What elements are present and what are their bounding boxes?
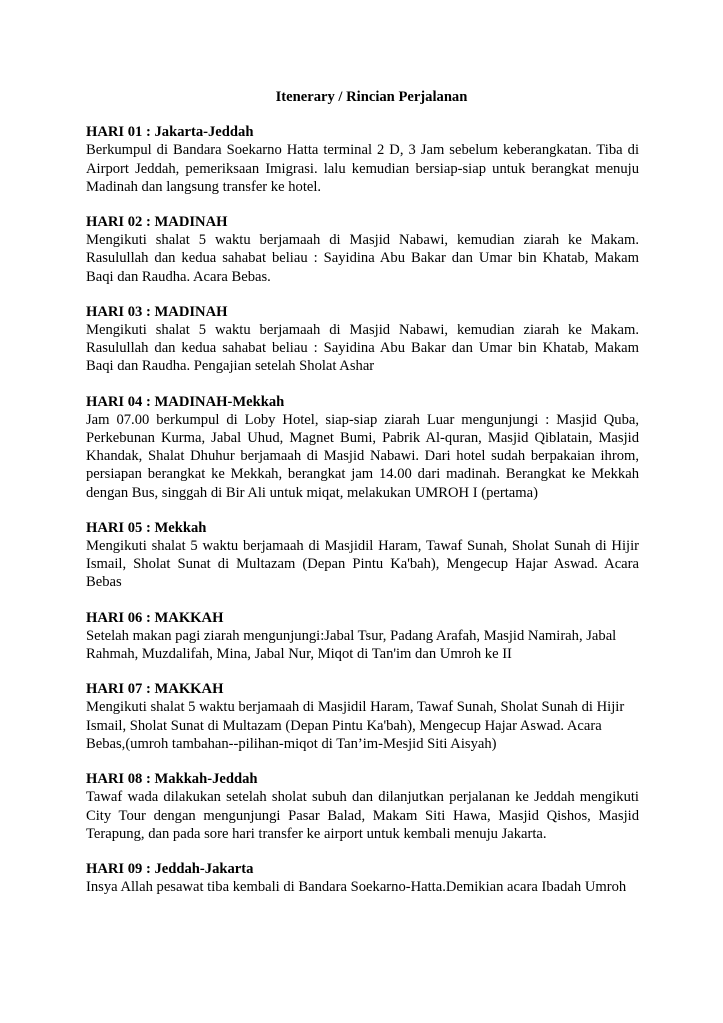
day-description: Insya Allah pesawat tiba kembali di Bandara Soekarno-Hatta.Demikian acara Ibadah Umroh [86, 879, 627, 896]
document-title: Itenerary / Rincian Perjalanan [275, 89, 468, 105]
day-description: Mengikuti shalat 5 waktu berjamaah di Masjidil Haram, Tawaf Sunah, Sholat Sunah di Hijir Ismail, Sholat Sunat di Multazam (Depan Pintu Ka'bah), Mengecup Hajar Aswad. Acara Bebas [86, 538, 639, 591]
day-section-02 [86, 213, 639, 286]
day-description: Jam 07.00 berkumpul di Loby Hotel, siap-siap ziarah Luar mengunjungi : Masjid Quba, Perkebunan Kurma, Jabal Uhud, Magnet Bumi, Pabrik Al-quran, Masjid Qiblatain, Masjid Khandak, Shalat Dhuhur berjamaah di Masjid Nabawi. Dari hotel sudah berpakaian ihrom, persiapan berangkat ke Mekkah, berangkat jam 14.00 dari madinah. Berangkat ke Mekkah dengan Bus, singgah di Bir Ali untuk miqat, melakukan UMROH I (pertama) [86, 411, 639, 501]
day-heading: HARI 03 : MADINAH [86, 303, 228, 320]
day-description: Mengikuti shalat 5 waktu berjamaah di Masjid Nabawi, kemudian ziarah ke Makam. Rasulullah dan kedua sahabat beliau : Sayidina Abu Bakar dan Umar bin Khatab, Makam Baqi dan Raudha. Acara Bebas. [86, 232, 639, 285]
document-page [86, 88, 639, 913]
day-section-07 [86, 680, 639, 753]
day-heading: HARI 06 : MAKKAH [86, 609, 224, 626]
day-section-03 [86, 303, 639, 376]
day-heading: HARI 08 : Makkah-Jeddah [86, 771, 258, 788]
day-section-09 [86, 860, 639, 896]
day-description: Setelah makan pagi ziarah mengunjungi:Jabal Tsur, Padang Arafah, Masjid Namirah, Jabal Rahmah, Muzdalifah, Mina, Jabal Nur, Miqot di Tan'im dan Umroh ke II [86, 627, 617, 663]
day-heading: HARI 09 : Jeddah-Jakarta [86, 860, 254, 877]
day-section-05 [86, 519, 639, 592]
day-section-06 [86, 609, 639, 664]
day-description: Mengikuti shalat 5 waktu berjamaah di Masjid Nabawi, kemudian ziarah ke Makam. Rasulullah dan kedua sahabat beliau : Sayidina Abu Bakar dan Umar bin Khatab, Makam Baqi dan Raudha. Pengajian setelah Sholat Ashar [86, 322, 639, 375]
day-section-01 [86, 123, 639, 196]
day-section-04 [86, 393, 639, 502]
day-heading: HARI 04 : MADINAH-Mekkah [86, 393, 285, 410]
day-heading: HARI 02 : MADINAH [86, 214, 228, 231]
day-heading: HARI 07 : MAKKAH [86, 681, 224, 698]
day-heading: HARI 05 : Mekkah [86, 519, 207, 536]
day-section-08 [86, 770, 639, 843]
day-heading: HARI 01 : Jakarta-Jeddah [86, 124, 254, 141]
day-description: Mengikuti shalat 5 waktu berjamaah di Masjidil Haram, Tawaf Sunah, Sholat Sunah di Hijir Ismail, Sholat Sunat di Multazam (Depan Pintu Ka'bah), Mengecup Hajar Aswad. Acara Bebas,(umroh tambahan--pilihan-miqot di Tan’im-Mesjid Siti Aisyah) [86, 699, 625, 752]
day-description: Berkumpul di Bandara Soekarno Hatta terminal 2 D, 3 Jam sebelum keberangkatan. Tiba di Airport Jeddah, pemeriksaan Imigrasi. lalu kemudian bersiap-siap untuk berangkat menuju Madinah dan langsung transfer ke hotel. [86, 142, 639, 195]
day-description: Tawaf wada dilakukan setelah sholat subuh dan dilanjutkan perjalanan ke Jeddah mengikuti City Tour dengan mengunjungi Pasar Balad, Makam Siti Hawa, Masjid Qishos, Masjid Terapung, dan pada sore hari transfer ke airport untuk kembali menuju Jakarta. [86, 789, 639, 842]
